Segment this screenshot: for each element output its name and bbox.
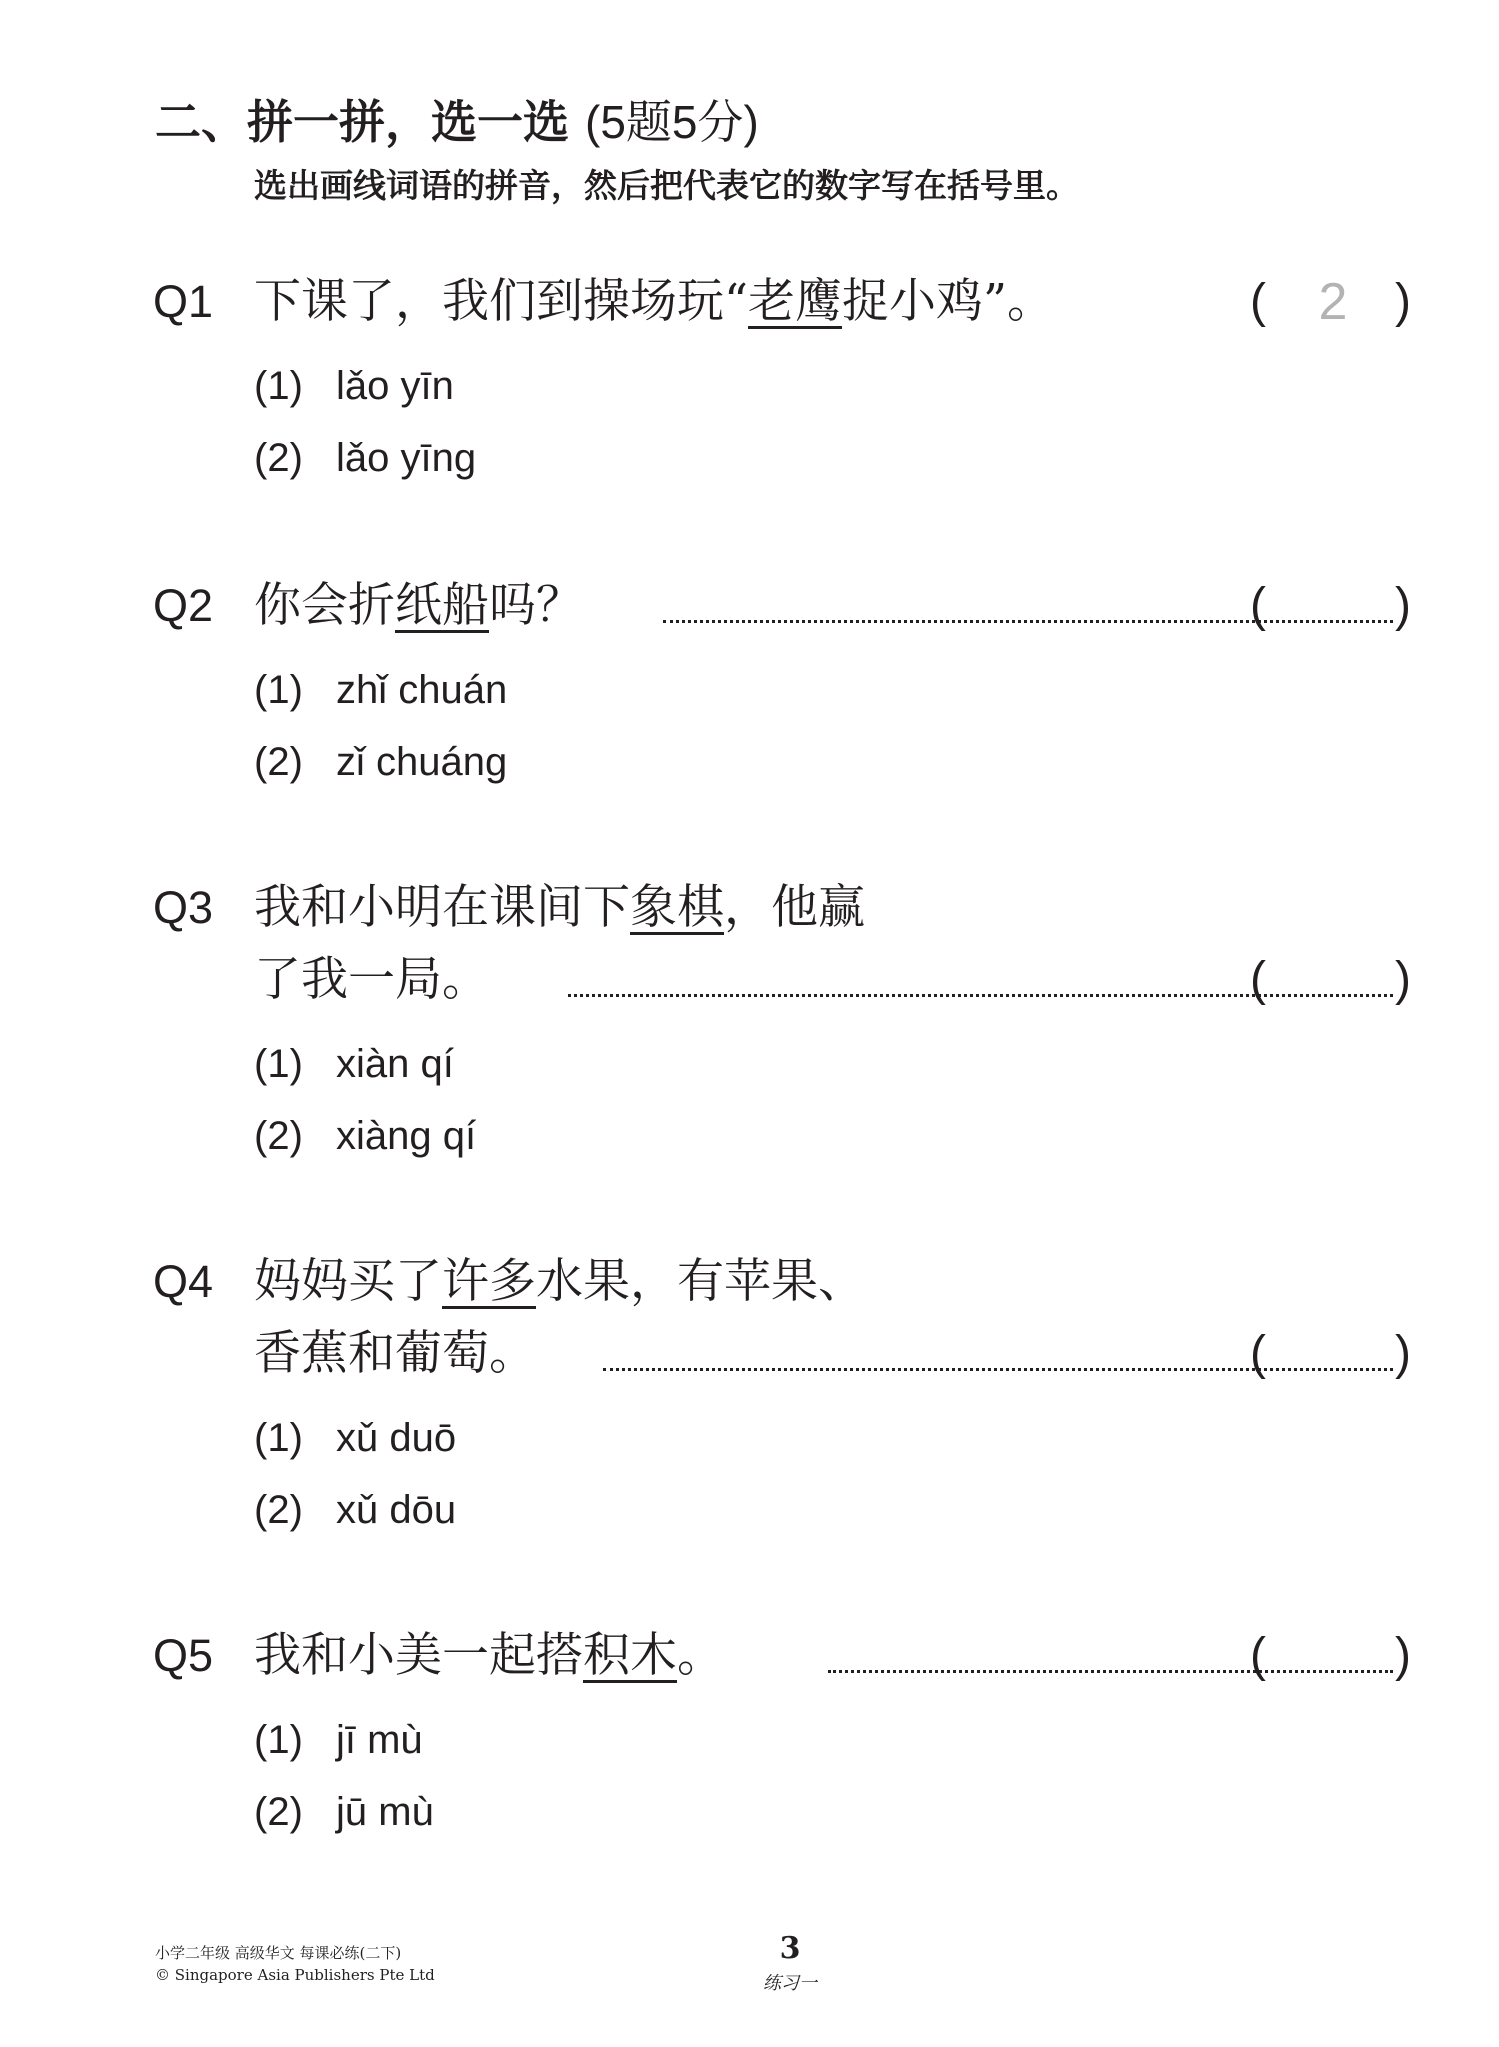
option-1 xyxy=(254,662,507,718)
answer-paren-close: ) xyxy=(1395,579,1411,632)
option-pinyin: xiàn qí xyxy=(336,1042,454,1086)
option-2 xyxy=(254,1482,456,1538)
question-text xyxy=(254,1620,724,1692)
question-text-before: 我和小明在课间下 xyxy=(254,880,630,935)
question-text xyxy=(254,266,1054,338)
question-text-line-2 xyxy=(254,944,489,1016)
option-pinyin: xǔ dōu xyxy=(336,1488,457,1532)
question-text-before: 我和小美一起搭 xyxy=(254,1628,583,1683)
copyright-notice: © Singapore Asia Publishers Pte Ltd xyxy=(155,1966,435,1984)
exercise-label: 练习一 xyxy=(763,1973,817,1994)
question-text xyxy=(254,1246,865,1318)
option-label: (1) xyxy=(254,668,303,712)
section-heading xyxy=(155,92,759,152)
question-text-continued: 香蕉和葡萄。 xyxy=(254,1326,536,1381)
section-score: (5题5分) xyxy=(585,96,759,148)
option-2 xyxy=(254,1108,476,1164)
question-number: Q4 xyxy=(153,1256,214,1307)
option-label: (2) xyxy=(254,436,303,480)
question-text xyxy=(254,570,583,642)
question-number: Q1 xyxy=(153,276,214,327)
option-2 xyxy=(254,430,476,486)
underlined-word: 许多 xyxy=(442,1254,536,1309)
option-label: (1) xyxy=(254,364,303,408)
section-instruction: 选出画线词语的拼音，然后把代表它的数字写在括号里。 xyxy=(254,166,1079,205)
answer-paren-open: ( xyxy=(1250,953,1266,1006)
dotted-leader xyxy=(603,1368,1393,1371)
answer-paren-open: ( xyxy=(1250,1327,1266,1380)
option-pinyin: zhǐ chuán xyxy=(336,668,508,712)
question-number: Q5 xyxy=(153,1630,214,1681)
option-label: (1) xyxy=(254,1718,303,1762)
question-number: Q2 xyxy=(153,580,214,631)
dotted-leader xyxy=(568,994,1393,997)
option-pinyin: jū mù xyxy=(336,1790,434,1834)
question-text-after: ，他赢 xyxy=(724,880,865,935)
question-text-before: 你会折 xyxy=(254,578,395,633)
option-label: (2) xyxy=(254,740,303,784)
option-1 xyxy=(254,1712,423,1768)
option-pinyin: jī mù xyxy=(336,1718,423,1762)
section-title: 二、拼一拼，选一选 xyxy=(155,95,569,149)
book-title: 小学二年级 高级华文 每课必练(二下) xyxy=(155,1944,402,1962)
underlined-word: 纸船 xyxy=(395,578,489,633)
option-label: (2) xyxy=(254,1790,303,1834)
answer-paren-close: ) xyxy=(1395,1327,1411,1380)
option-pinyin: lǎo yīng xyxy=(336,436,477,480)
option-label: (2) xyxy=(254,1114,303,1158)
underlined-word: 象棋 xyxy=(630,880,724,935)
question-text-line-2 xyxy=(254,1318,536,1390)
question-text-continued: 了我一局。 xyxy=(254,952,489,1007)
answer-paren-open: ( xyxy=(1250,579,1266,632)
dotted-leader xyxy=(828,1670,1393,1673)
underlined-word: 积木 xyxy=(583,1628,677,1683)
page-number: 3 xyxy=(779,1931,801,1966)
question-number: Q3 xyxy=(153,882,214,933)
question-text-after: 。 xyxy=(677,1628,724,1683)
answer-paren-open: ( xyxy=(1250,275,1266,328)
answer-paren-open: ( xyxy=(1250,1629,1266,1682)
answer-paren-close: ) xyxy=(1395,1629,1411,1682)
option-pinyin: zǐ chuáng xyxy=(336,740,508,784)
dotted-leader xyxy=(663,620,1393,623)
answer-box[interactable]: 2 xyxy=(1318,273,1348,331)
option-pinyin: xiàng qí xyxy=(336,1114,477,1158)
footer-credits xyxy=(155,1942,435,1986)
answer-paren-close: ) xyxy=(1395,275,1411,328)
option-1 xyxy=(254,1036,454,1092)
question-text-after: 捉小鸡”。 xyxy=(842,274,1055,329)
option-pinyin: xǔ duō xyxy=(336,1416,457,1460)
option-1 xyxy=(254,1410,456,1466)
option-label: (2) xyxy=(254,1488,303,1532)
option-2 xyxy=(254,1784,434,1840)
option-label: (1) xyxy=(254,1042,303,1086)
option-2 xyxy=(254,734,507,790)
option-label: (1) xyxy=(254,1416,303,1460)
question-text-after: 吗？ xyxy=(489,578,583,633)
question-text-before: 妈妈买了 xyxy=(254,1254,442,1309)
underlined-word: 老鹰 xyxy=(748,274,843,329)
question-text-after: 水果，有苹果、 xyxy=(536,1254,865,1309)
answer-paren-close: ) xyxy=(1395,953,1411,1006)
option-1 xyxy=(254,358,454,414)
question-text xyxy=(254,872,865,944)
question-text-before: 下课了，我们到操场玩“ xyxy=(254,274,749,329)
option-pinyin: lǎo yīn xyxy=(336,364,454,408)
